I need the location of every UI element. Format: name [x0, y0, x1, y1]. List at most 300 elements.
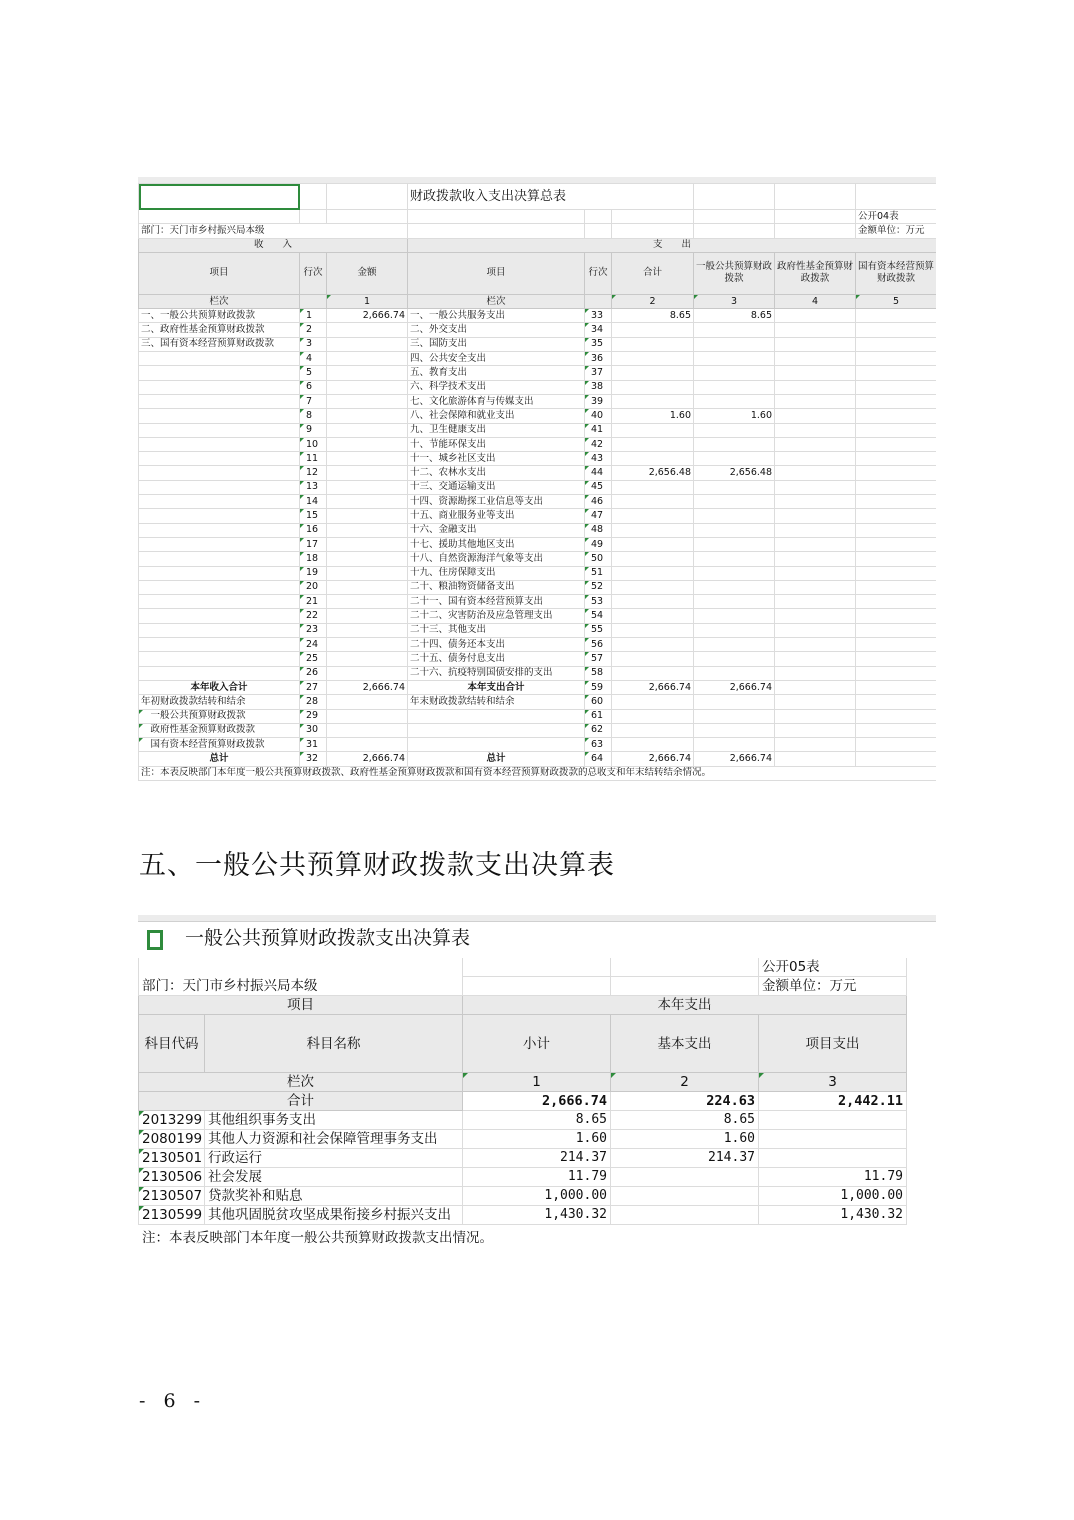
table-row [139, 394, 937, 408]
general-budget-amount [694, 609, 775, 623]
table-row [139, 380, 937, 394]
income-item: 政府性基金预算财政拨款 [139, 723, 300, 737]
table-row [139, 1111, 937, 1130]
income-amount [327, 380, 408, 394]
income-amount [327, 423, 408, 437]
table-row [139, 1149, 937, 1168]
income-item [139, 452, 300, 466]
income-amount [327, 323, 408, 337]
table-row [139, 309, 937, 323]
total-label: 合计 [139, 1092, 463, 1111]
general-budget-amount [694, 337, 775, 351]
income-line: 4 [300, 352, 327, 366]
total-basic: 224.63 [611, 1092, 759, 1111]
expense-total [612, 623, 694, 637]
account-code: 2130501 [139, 1149, 205, 1168]
income-header: 收 入 [139, 238, 408, 252]
income-amount [327, 580, 408, 594]
general-budget-amount [694, 523, 775, 537]
expense-total-header: 合计 [612, 252, 694, 294]
table-row [139, 480, 937, 494]
expense-item: 二十四、债务还本支出 [408, 638, 585, 652]
table-row [139, 738, 937, 752]
table-row [139, 595, 937, 609]
expense-line: 43 [585, 452, 612, 466]
basic-amount [611, 1187, 759, 1206]
general-budget-amount [694, 480, 775, 494]
table-row [139, 695, 937, 709]
general-budget-amount [694, 595, 775, 609]
income-line: 30 [300, 723, 327, 737]
income-item: 一般公共预算财政拨款 [139, 709, 300, 723]
income-amount [327, 523, 408, 537]
expense-item: 九、卫生健康支出 [408, 423, 585, 437]
table-row [139, 609, 937, 623]
gov-fund-amount [775, 595, 856, 609]
expense-line: 51 [585, 566, 612, 580]
gov-fund-amount [775, 366, 856, 380]
income-amount [327, 666, 408, 680]
income-item [139, 394, 300, 408]
general-budget-amount [694, 452, 775, 466]
income-grand-total: 2,666.74 [327, 752, 408, 766]
selected-cell[interactable] [139, 184, 300, 210]
income-line: 7 [300, 394, 327, 408]
income-line: 8 [300, 409, 327, 423]
empty-cell [907, 1206, 937, 1225]
project-amount [759, 1111, 907, 1130]
income-item [139, 423, 300, 437]
expense-total [612, 566, 694, 580]
gov-fund-amount [775, 309, 856, 323]
state-capital-amount [856, 409, 937, 423]
account-name: 行政运行 [205, 1149, 463, 1168]
income-item [139, 466, 300, 480]
total-project: 2,442.11 [759, 1092, 907, 1111]
income-line: 15 [300, 509, 327, 523]
expense-total [612, 352, 694, 366]
gov-fund-amount [775, 709, 856, 723]
expense-line: 46 [585, 495, 612, 509]
expense-total [612, 709, 694, 723]
expense-item: 六、科学技术支出 [408, 380, 585, 394]
col-num: 2 [612, 294, 694, 308]
expense-item: 二、外交支出 [408, 323, 585, 337]
income-item [139, 638, 300, 652]
expense-item [408, 723, 585, 737]
income-item [139, 523, 300, 537]
income-line: 5 [300, 366, 327, 380]
income-amount [327, 480, 408, 494]
income-item [139, 652, 300, 666]
income-item: 年初财政拨款结转和结余 [139, 695, 300, 709]
table-row [139, 423, 937, 437]
expense-line: 57 [585, 652, 612, 666]
table1-department: 部门：天门市乡村振兴局本级 [139, 224, 408, 238]
expense-line: 50 [585, 552, 612, 566]
expense-total [612, 738, 694, 752]
income-line: 9 [300, 423, 327, 437]
table-row [139, 1130, 937, 1149]
item-header: 项目 [139, 996, 463, 1015]
general-grand-total: 2,666.74 [694, 752, 775, 766]
expense-line: 44 [585, 466, 612, 480]
gov-fund-amount [775, 666, 856, 680]
expense-total [612, 366, 694, 380]
expense-line-header: 行次 [585, 252, 612, 294]
state-capital-amount [856, 695, 937, 709]
income-amount [327, 437, 408, 451]
income-item [139, 552, 300, 566]
revenue-expense-summary-table [138, 183, 936, 781]
gov-fund-amount [775, 752, 856, 766]
expense-total [612, 480, 694, 494]
table-row [139, 552, 937, 566]
expense-total: 8.65 [612, 309, 694, 323]
expense-line: 39 [585, 394, 612, 408]
empty-cell [907, 1130, 937, 1149]
income-item [139, 366, 300, 380]
expense-line: 52 [585, 580, 612, 594]
expense-line: 45 [585, 480, 612, 494]
general-budget-amount [694, 652, 775, 666]
income-line: 27 [300, 680, 327, 694]
gov-fund-amount [775, 552, 856, 566]
general-budget-amount [694, 709, 775, 723]
expense-item: 年末财政拨款结转和结余 [408, 695, 585, 709]
state-capital-amount [856, 394, 937, 408]
lanci-label: 栏次 [139, 294, 300, 308]
table2-note: 注：本表反映部门本年度一般公共预算财政拨款支出情况。 [142, 1230, 493, 1246]
income-item [139, 537, 300, 551]
expense-line: 60 [585, 695, 612, 709]
general-budget-amount: 8.65 [694, 309, 775, 323]
state-capital-amount [856, 609, 937, 623]
gov-fund-amount [775, 352, 856, 366]
income-amount [327, 738, 408, 752]
expense-item: 十一、城乡社区支出 [408, 452, 585, 466]
gov-fund-amount [775, 523, 856, 537]
income-amount [327, 409, 408, 423]
basic-amount [611, 1168, 759, 1187]
table2-title: 一般公共预算财政拨款支出决算表 [185, 927, 471, 949]
gov-fund-amount [775, 566, 856, 580]
expense-line: 55 [585, 623, 612, 637]
income-amount [327, 609, 408, 623]
income-item: 国有资本经营预算财政拨款 [139, 738, 300, 752]
expense-line: 40 [585, 409, 612, 423]
expense-item: 十七、援助其他地区支出 [408, 537, 585, 551]
state-capital-amount [856, 738, 937, 752]
subtotal-amount: 8.65 [463, 1111, 611, 1130]
subtotal-amount: 11.79 [463, 1168, 611, 1187]
expense-total [612, 723, 694, 737]
income-line: 25 [300, 652, 327, 666]
expense-item: 二十、粮油物资储备支出 [408, 580, 585, 594]
project-amount: 11.79 [759, 1168, 907, 1187]
gov-fund-amount [775, 394, 856, 408]
general-budget-amount [694, 366, 775, 380]
income-item [139, 437, 300, 451]
gov-fund-amount [775, 623, 856, 637]
income-amount [327, 452, 408, 466]
income-line: 2 [300, 323, 327, 337]
general-budget-amount [694, 323, 775, 337]
expense-item: 十八、自然资源海洋气象等支出 [408, 552, 585, 566]
income-line: 12 [300, 466, 327, 480]
income-amount [327, 552, 408, 566]
col-num: 4 [775, 294, 856, 308]
table-row [139, 509, 937, 523]
expense-total [612, 452, 694, 466]
state-capital-amount [856, 309, 937, 323]
state-capital-header: 国有资本经营预算财政拨款 [856, 252, 937, 294]
income-item [139, 509, 300, 523]
table2-unit: 金额单位：万元 [759, 977, 907, 996]
income-amount [327, 566, 408, 580]
expense-line: 54 [585, 609, 612, 623]
income-line: 28 [300, 695, 327, 709]
expense-line: 64 [585, 752, 612, 766]
gov-fund-amount [775, 452, 856, 466]
expense-line: 63 [585, 738, 612, 752]
expense-line: 62 [585, 723, 612, 737]
gov-fund-amount [775, 638, 856, 652]
state-capital-amount [856, 380, 937, 394]
state-capital-amount [856, 323, 937, 337]
basic-amount: 8.65 [611, 1111, 759, 1130]
gov-fund-amount [775, 509, 856, 523]
state-capital-amount [856, 723, 937, 737]
table-row [139, 366, 937, 380]
gov-fund-amount [775, 409, 856, 423]
general-budget-header: 一般公共预算财政拨款 [694, 252, 775, 294]
expense-item: 二十三、其他支出 [408, 623, 585, 637]
table-row [139, 409, 937, 423]
expense-total: 2,656.48 [612, 466, 694, 480]
income-amount [327, 352, 408, 366]
general-budget-expense-sheet [138, 915, 936, 1275]
gov-fund-amount [775, 480, 856, 494]
state-capital-amount [856, 352, 937, 366]
expense-item: 十四、资源勘探工业信息等支出 [408, 495, 585, 509]
general-budget-amount [694, 352, 775, 366]
page-number: - 6 - [139, 1390, 207, 1412]
year-total-row [139, 680, 937, 694]
basic-header: 基本支出 [611, 1015, 759, 1073]
year-income-total: 2,666.74 [327, 680, 408, 694]
expense-item: 十五、商业服务业等支出 [408, 509, 585, 523]
income-item [139, 380, 300, 394]
general-budget-amount [694, 437, 775, 451]
income-amount [327, 595, 408, 609]
table-row [139, 638, 937, 652]
general-budget-amount [694, 394, 775, 408]
expense-item: 八、社会保障和就业支出 [408, 409, 585, 423]
project-amount [759, 1149, 907, 1168]
general-budget-amount [694, 638, 775, 652]
table-row [139, 723, 937, 737]
gov-fund-amount [775, 495, 856, 509]
general-budget-amount: 1.60 [694, 409, 775, 423]
account-code: 2130506 [139, 1168, 205, 1187]
expense-item: 二十二、灾害防治及应急管理支出 [408, 609, 585, 623]
income-line: 18 [300, 552, 327, 566]
income-amount [327, 509, 408, 523]
expense-line: 61 [585, 709, 612, 723]
income-amount [327, 337, 408, 351]
expense-total [612, 537, 694, 551]
income-line: 24 [300, 638, 327, 652]
income-item: 二、政府性基金预算财政拨款 [139, 323, 300, 337]
revenue-expense-summary-sheet [138, 177, 936, 785]
state-capital-amount [856, 423, 937, 437]
table1-unit: 金额单位：万元 [856, 224, 937, 238]
state-capital-amount [856, 509, 937, 523]
general-budget-amount: 2,656.48 [694, 466, 775, 480]
gov-fund-header: 政府性基金预算财政拨款 [775, 252, 856, 294]
expense-line: 53 [585, 595, 612, 609]
state-capital-amount [856, 638, 937, 652]
general-budget-amount [694, 509, 775, 523]
expense-line: 36 [585, 352, 612, 366]
gov-fund-amount [775, 723, 856, 737]
gov-fund-amount [775, 738, 856, 752]
gov-fund-amount [775, 466, 856, 480]
expense-total [612, 323, 694, 337]
income-amount: 2,666.74 [327, 309, 408, 323]
account-code: 2013299 [139, 1111, 205, 1130]
general-budget-expense-table [138, 921, 936, 1252]
expense-line: 56 [585, 638, 612, 652]
table-row [139, 1206, 937, 1225]
income-item [139, 623, 300, 637]
expense-line: 33 [585, 309, 612, 323]
expense-line: 48 [585, 523, 612, 537]
expense-item: 十二、农林水支出 [408, 466, 585, 480]
expense-total: 1.60 [612, 409, 694, 423]
expense-total [612, 552, 694, 566]
gov-fund-amount [775, 437, 856, 451]
income-amount [327, 537, 408, 551]
year-general-total: 2,666.74 [694, 680, 775, 694]
expense-total [612, 337, 694, 351]
income-line: 21 [300, 595, 327, 609]
state-capital-amount [856, 437, 937, 451]
selected-cell[interactable] [147, 930, 163, 950]
income-amount [327, 723, 408, 737]
table-row [139, 652, 937, 666]
state-capital-amount [856, 595, 937, 609]
expense-line: 49 [585, 537, 612, 551]
expense-item: 十、节能环保支出 [408, 437, 585, 451]
year-expense-total: 2,666.74 [612, 680, 694, 694]
income-amount [327, 366, 408, 380]
state-capital-amount [856, 480, 937, 494]
expense-item: 七、文化旅游体育与传媒支出 [408, 394, 585, 408]
state-capital-amount [856, 680, 937, 694]
gov-fund-amount [775, 580, 856, 594]
table-row [139, 1168, 937, 1187]
subtotal-amount: 214.37 [463, 1149, 611, 1168]
col-num: 3 [694, 294, 775, 308]
general-budget-amount [694, 695, 775, 709]
code-header: 科目代码 [139, 1015, 205, 1073]
table-row [139, 666, 937, 680]
income-grand-total-label: 总计 [139, 752, 300, 766]
table-row [139, 580, 937, 594]
col-num: 2 [611, 1073, 759, 1092]
income-line: 20 [300, 580, 327, 594]
table-row [139, 1187, 937, 1206]
income-line: 10 [300, 437, 327, 451]
income-line-header: 行次 [300, 252, 327, 294]
expense-grand-total-label: 总计 [408, 752, 585, 766]
table2-department: 部门：天门市乡村振兴局本级 [139, 958, 463, 996]
account-name: 其他人力资源和社会保障管理事务支出 [205, 1130, 463, 1149]
state-capital-amount [856, 623, 937, 637]
expense-item [408, 709, 585, 723]
general-budget-amount [694, 423, 775, 437]
income-item: 一、一般公共预算财政拨款 [139, 309, 300, 323]
table-row [139, 452, 937, 466]
income-item [139, 609, 300, 623]
expense-item: 五、教育支出 [408, 366, 585, 380]
subtotal-amount: 1,430.32 [463, 1206, 611, 1225]
project-header: 项目支出 [759, 1015, 907, 1073]
expense-total [612, 380, 694, 394]
income-line: 29 [300, 709, 327, 723]
grand-total-row [139, 752, 937, 766]
expense-line: 35 [585, 337, 612, 351]
expense-item: 十九、住房保障支出 [408, 566, 585, 580]
empty-cell [907, 1111, 937, 1130]
gov-fund-amount [775, 695, 856, 709]
income-item [139, 480, 300, 494]
income-amount [327, 638, 408, 652]
income-line: 6 [300, 380, 327, 394]
table-row [139, 437, 937, 451]
expense-line: 58 [585, 666, 612, 680]
gov-fund-amount [775, 537, 856, 551]
expense-line: 37 [585, 366, 612, 380]
basic-amount: 1.60 [611, 1130, 759, 1149]
general-budget-amount [694, 738, 775, 752]
gov-fund-amount [775, 680, 856, 694]
income-line: 11 [300, 452, 327, 466]
expense-total [612, 580, 694, 594]
expense-item: 十六、金融支出 [408, 523, 585, 537]
expense-item: 一、一般公共服务支出 [408, 309, 585, 323]
state-capital-amount [856, 466, 937, 480]
state-capital-amount [856, 537, 937, 551]
table-row [139, 337, 937, 351]
income-amount [327, 623, 408, 637]
expense-total [612, 394, 694, 408]
state-capital-amount [856, 652, 937, 666]
income-line: 17 [300, 537, 327, 551]
expense-item [408, 738, 585, 752]
income-amount-header: 金额 [327, 252, 408, 294]
expense-item: 二十一、国有资本经营预算支出 [408, 595, 585, 609]
general-budget-amount [694, 623, 775, 637]
total-subtotal: 2,666.74 [463, 1092, 611, 1111]
gov-fund-amount [775, 337, 856, 351]
expense-line: 42 [585, 437, 612, 451]
state-capital-amount [856, 552, 937, 566]
year-expense-header: 本年支出 [463, 996, 907, 1015]
income-line: 16 [300, 523, 327, 537]
